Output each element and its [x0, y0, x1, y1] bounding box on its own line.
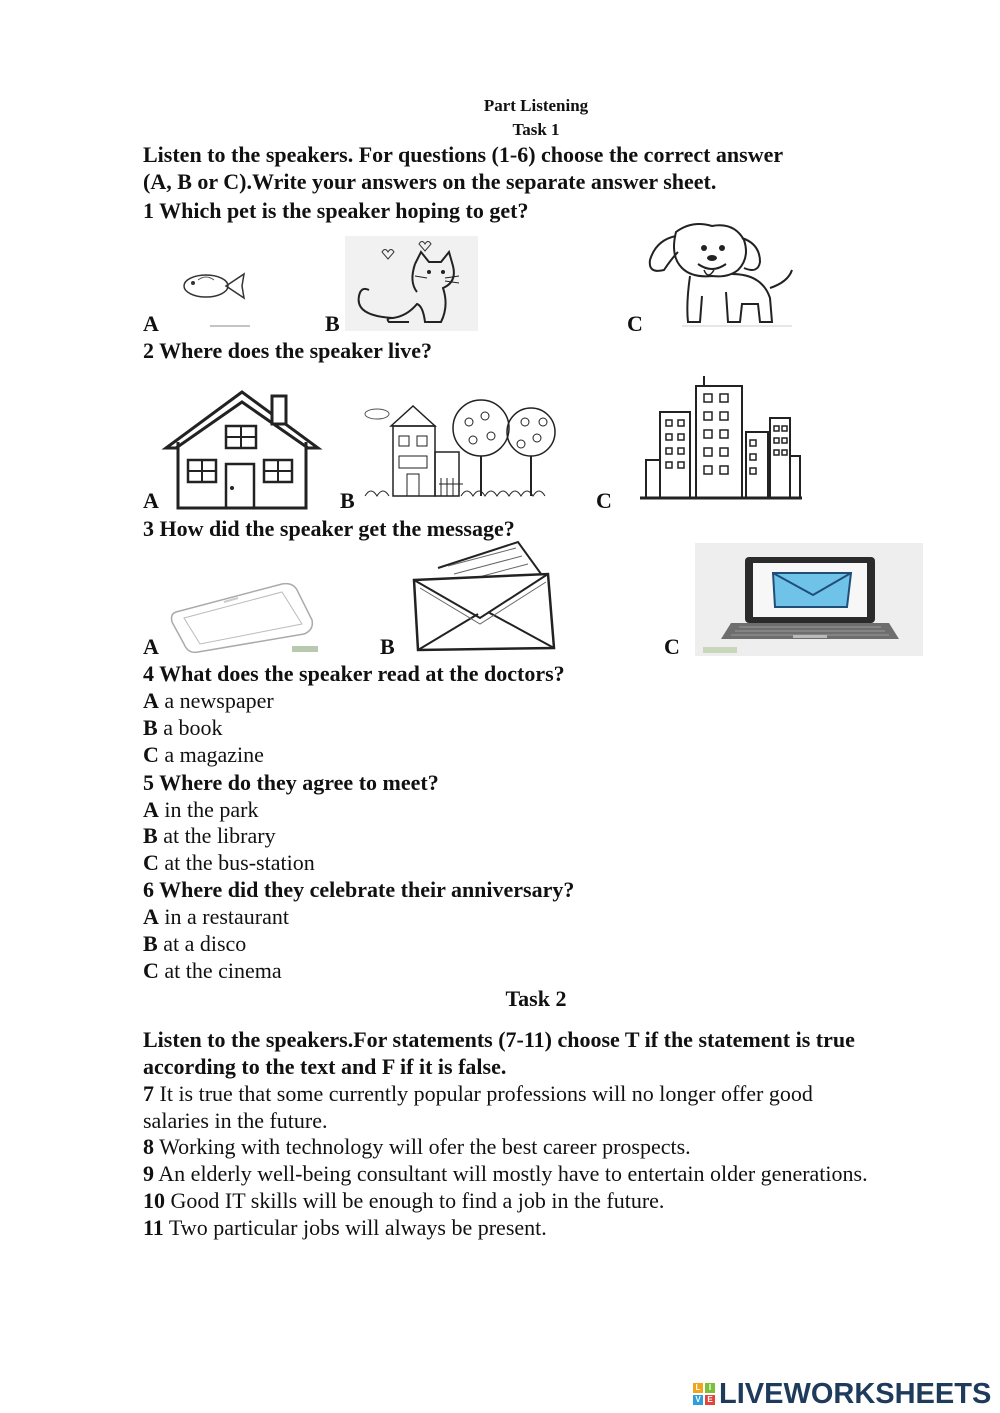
statement-8[interactable]: 8 Working with technology will ofer the best career prospects. — [143, 1134, 691, 1159]
house-picture[interactable] — [164, 390, 320, 512]
fish-picture[interactable] — [178, 266, 258, 328]
instructions-line-1: Listen to the speakers. For questions (1-6) choose the correct answer — [143, 142, 784, 167]
instructions-line-2: (A, B or C).Write your answers on the separate answer sheet. — [143, 169, 717, 194]
countryside-house-picture[interactable] — [361, 392, 561, 502]
q2-label-a: A — [143, 488, 159, 513]
statement-9[interactable]: 9 An elderly well-being consultant will mostly have to entertain older generations. — [143, 1161, 868, 1186]
q3-label-c: C — [664, 634, 680, 659]
part-title: Part Listening — [483, 96, 589, 115]
q1-label-b: B — [325, 311, 340, 336]
q3-label-b: B — [380, 634, 395, 659]
cat-picture[interactable] — [345, 236, 478, 331]
laptop-email-picture[interactable] — [695, 543, 923, 656]
letter-picture[interactable] — [408, 540, 558, 652]
liveworksheets-logo[interactable] — [693, 1377, 991, 1411]
q5-option-c[interactable]: C at the bus-station — [143, 850, 315, 875]
task1-title: Task 1 — [512, 120, 560, 139]
question-4: 4 What does the speaker read at the doctors? — [143, 661, 565, 686]
logo-badge-icon: L I V E — [693, 1383, 715, 1405]
task2-instructions-line-2: according to the text and F if it is false. — [143, 1054, 507, 1079]
statement-10[interactable]: 10 Good IT skills will be enough to find a job in the future. — [143, 1188, 665, 1213]
phone-picture[interactable] — [162, 580, 322, 656]
q2-label-b: B — [340, 488, 355, 513]
city-buildings-picture[interactable] — [620, 372, 804, 500]
q4-option-a[interactable]: A a newspaper — [143, 688, 274, 713]
q1-label-c: C — [627, 311, 643, 336]
q6-option-c[interactable]: C at the cinema — [143, 958, 282, 983]
q1-label-a: A — [143, 311, 159, 336]
statement-7[interactable]: 7 It is true that some currently popular professions will no longer offer good — [143, 1081, 813, 1106]
question-2: 2 Where does the speaker live? — [143, 338, 433, 363]
statement-7-continued: salaries in the future. — [143, 1108, 328, 1133]
question-5: 5 Where do they agree to meet? — [143, 770, 439, 795]
brand-name: LIVEWORKSHEETS — [719, 1377, 992, 1410]
q5-option-b[interactable]: B at the library — [143, 823, 276, 848]
dog-picture[interactable] — [642, 218, 798, 330]
q6-option-a[interactable]: A in a restaurant — [143, 904, 289, 929]
question-6: 6 Where did they celebrate their anniversary? — [143, 877, 575, 902]
statement-11[interactable]: 11 Two particular jobs will always be present. — [143, 1215, 547, 1240]
q2-label-c: C — [596, 488, 612, 513]
q4-option-c[interactable]: C a magazine — [143, 742, 264, 767]
q3-label-a: A — [143, 634, 159, 659]
question-1: 1 Which pet is the speaker hoping to get? — [143, 198, 529, 223]
q6-option-b[interactable]: B at a disco — [143, 931, 247, 956]
question-3: 3 How did the speaker get the message? — [143, 516, 515, 541]
q5-option-a[interactable]: A in the park — [143, 797, 259, 822]
task2-title: Task 2 — [505, 986, 567, 1011]
q4-option-b[interactable]: B a book — [143, 715, 223, 740]
task2-instructions-line-1: Listen to the speakers.For statements (7-11) choose T if the statement is true — [143, 1027, 855, 1052]
